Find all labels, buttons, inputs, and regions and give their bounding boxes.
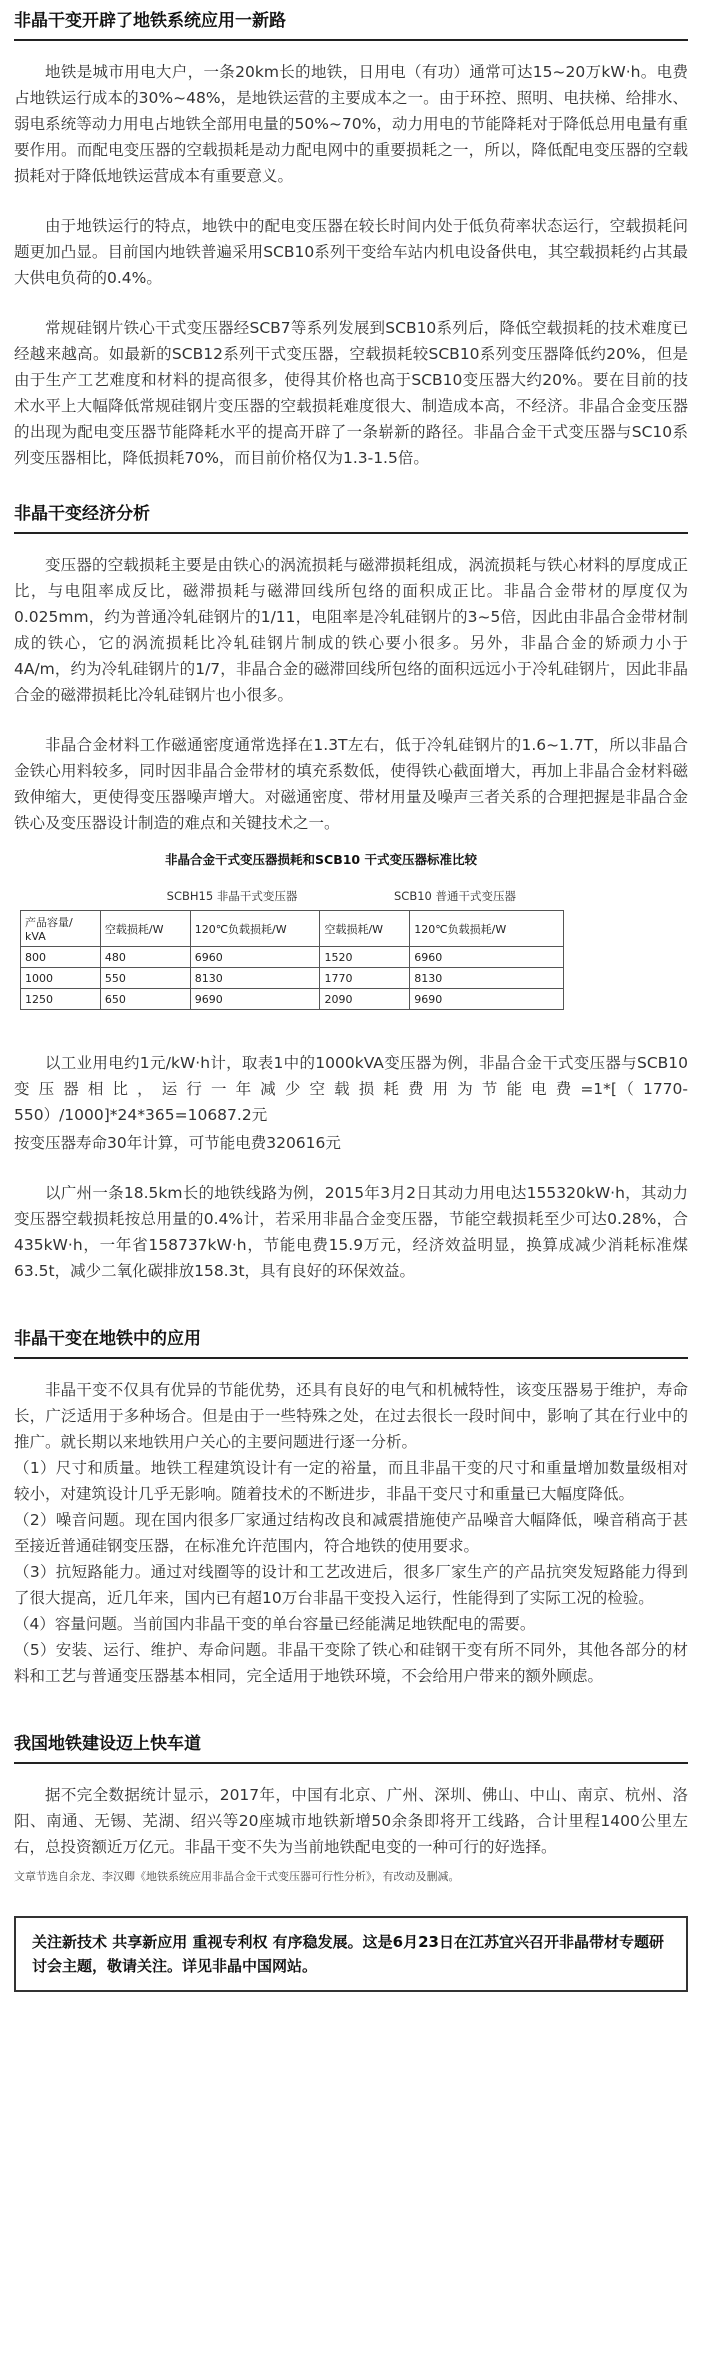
table-cell: 6960 xyxy=(190,947,320,968)
paragraph: 据不完全数据统计显示，2017年，中国有北京、广州、深圳、佛山、中山、南京、杭州、洛阳、南通、无锡、芜湖、绍兴等20座城市地铁新增50余条即将开工线路，合计里程1400公里左右，总投资额近万亿元。非晶干变不失为当前地铁配电变的一种可行的好选择。 xyxy=(14,1786,688,1856)
table-header-cell: 120℃负载损耗/W xyxy=(190,911,320,947)
table-header-cell: 空载损耗/W xyxy=(100,911,190,947)
paragraph: 以广州一条18.5km长的地铁线路为例，2015年3月2日其动力用电达155320kW·h，其动力变压器空载损耗按总用量的0.4%计，若采用非晶合金变压器，节能空载损耗至少可达0.28%，合435kW·h，一年省158737kW·h，节能电费15.9万元，经济效益明显，换算成减少消耗标准煤63.5t，减少二氧化碳排放158.3t，具有良好的环保效益。 xyxy=(14,1184,688,1280)
article xyxy=(0,6,702,1992)
table-header-cell: 空载损耗/W xyxy=(320,911,410,947)
paragraph: 常规硅钢片铁心干式变压器经SCB7等系列发展到SCB10系列后，降低空载损耗的技术难度已经越来越高。如最新的SCB12系列干式变压器，空载损耗较SCB10系列变压器降低约20%，但是由于生产工艺难度和材料的提高很多，使得其价格也高于SCB10变压器大约20%。要在目前的技术水平上大幅降低常规硅钢片变压器的空载损耗难度很大、制造成本高，不经济。非晶合金变压器的出现为配电变压器节能降耗水平的提高开辟了一条崭新的路径。非晶合金干式变压器与SC10系列变压器相比，降低损耗70%，而目前价格仅为1.3-1.5倍。 xyxy=(14,319,688,467)
section-metro-new-path xyxy=(14,6,688,471)
loss-comparison-table-block xyxy=(14,850,688,1010)
table-cell: 6960 xyxy=(410,947,564,968)
table-cell: 9690 xyxy=(410,989,564,1010)
table-cell: 8130 xyxy=(190,968,320,989)
paragraph: 地铁是城市用电大户，一条20km长的地铁，日用电（有功）通常可达15~20万kW·h。电费占地铁运行成本的30%~48%，是地铁运营的主要成本之一。由于环控、照明、电扶梯、给排水、弱电系统等动力用电占地铁全部用电量的50%~70%，动力用电的节能降耗对于降低总用电量有重要作用。而配电变压器的空载损耗是动力配电网中的重要损耗之一，所以，降低配电变压器的空载损耗对于降低地铁运营成本有重要意义。 xyxy=(14,63,688,185)
list-item: （2）噪音问题。现在国内很多厂家通过结构改良和减震措施使产品噪音大幅降低，噪音稍高于甚至接近普通硅钢变压器，在标准允许范围内，符合地铁的使用要求。 xyxy=(14,1511,688,1555)
table-header-row xyxy=(21,911,564,947)
section-title: 非晶干变开辟了地铁系统应用一新路 xyxy=(14,6,688,41)
paragraph: 由于地铁运行的特点，地铁中的配电变压器在较长时间内处于低负荷率状态运行，空载损耗问题更加凸显。目前国内地铁普遍采用SCB10系列干变给车站内机电设备供电，其空载损耗约占其最大供电负荷的0.4%。 xyxy=(14,217,688,287)
source-footnote: 文章节选自余龙、李汉卿《地铁系统应用非晶合金干式变压器可行性分析》，有改动及删减。 xyxy=(14,1870,460,1883)
loss-comparison-table xyxy=(20,910,564,1010)
table-cell: 9690 xyxy=(190,989,320,1010)
event-banner: 关注新技术 共享新应用 重视专利权 有序稳发展。这是6月23日在江苏宜兴召开非晶带材专题研讨会主题，敬请关注。详见非晶中国网站。 xyxy=(14,1916,688,1992)
table-cell: 550 xyxy=(100,968,190,989)
list-item: （5）安装、运行、维护、寿命问题。非晶干变除了铁心和硅钢干变有所不同外，其他各部分的材料和工艺与普通变压器基本相同，完全适用于地铁环境，不会给用户带来的额外顾虑。 xyxy=(14,1641,688,1685)
table-group-headers xyxy=(14,888,688,904)
section-title: 我国地铁建设迈上快车道 xyxy=(14,1729,688,1764)
table-cell: 1250 xyxy=(21,989,101,1010)
paragraph: 以工业用电约1元/kW·h计，取表1中的1000kVA变压器为例，非晶合金干式变压器与SCB10变压器相比，运行一年减少空载损耗费用为节能电费=1*[（1770-550）/1000]*24*365=10687.2元 xyxy=(14,1054,688,1124)
table-row xyxy=(21,968,564,989)
table-cell: 1770 xyxy=(320,968,410,989)
table-caption: 非晶合金干式变压器损耗和SCB10 干式变压器标准比较 xyxy=(165,852,477,867)
table-row xyxy=(21,989,564,1010)
table-cell: 800 xyxy=(21,947,101,968)
list-item: （3）抗短路能力。通过对线圈等的设计和工艺改进后，很多厂家生产的产品抗突发短路能力得到了很大提高，近几年来，国内已有超10万台非晶干变投入运行，性能得到了实际工况的检验。 xyxy=(14,1563,688,1607)
paragraph: 非晶干变不仅具有优异的节能优势，还具有良好的电气和机械特性，该变压器易于维护，寿命长，广泛适用于多种场合。但是由于一些特殊之处，在过去很长一段时间中，影响了其在行业中的推广。就长期以来地铁用户关心的主要问题进行逐一分析。 xyxy=(14,1381,688,1451)
section-economic-analysis xyxy=(14,499,688,1284)
table-header-cell: 产品容量/ kVA xyxy=(21,911,101,947)
list-item: （1）尺寸和质量。地铁工程建筑设计有一定的裕量，而且非晶干变的尺寸和重量增加数量级相对较小，对建筑设计几乎无影响。随着技术的不断进步，非晶干变尺寸和重量已大幅度降低。 xyxy=(14,1459,688,1503)
table-cell: 8130 xyxy=(410,968,564,989)
table-group-amorphous: SCBH15 非晶干式变压器 xyxy=(166,889,298,903)
table-cell: 2090 xyxy=(320,989,410,1010)
paragraph: 非晶合金材料工作磁通密度通常选择在1.3T左右，低于冷轧硅钢片的1.6~1.7T，所以非晶合金铁心用料较多，同时因非晶合金带材的填充系数低，使得铁心截面增大，再加上非晶合金材料磁致伸缩大，更使得变压器噪声增大。对磁通密度、带材用量及噪声三者关系的合理把握是非晶合金铁心及变压器设计制造的难点和关键技术之一。 xyxy=(14,736,688,832)
section-metro-construction xyxy=(14,1729,688,1860)
table-cell: 1000 xyxy=(21,968,101,989)
table-cell: 480 xyxy=(100,947,190,968)
paragraph: 变压器的空载损耗主要是由铁心的涡流损耗与磁滞损耗组成，涡流损耗与铁心材料的厚度成正比，与电阻率成反比，磁滞损耗与磁滞回线所包络的面积成正比。非晶合金带材的厚度仅为0.025mm，约为普通冷轧硅钢片的1/11，电阻率是冷轧硅钢片的3~5倍，因此由非晶合金带材制成的铁心，它的涡流损耗比冷轧硅钢片制成的铁心要小很多。另外，非晶合金的矫顽力小于4A/m，约为冷轧硅钢片的1/7，非晶合金的磁滞回线所包络的面积远远小于冷轧硅钢片，因此非晶合金的磁滞损耗比冷轧硅钢片也小很多。 xyxy=(14,556,688,704)
table-header-cell: 120℃负载损耗/W xyxy=(410,911,564,947)
section-metro-application xyxy=(14,1324,688,1689)
paragraph: 按变压器寿命30年计算，可节能电费320616元 xyxy=(14,1134,341,1152)
section-title: 非晶干变在地铁中的应用 xyxy=(14,1324,688,1359)
section-title: 非晶干变经济分析 xyxy=(14,499,688,534)
table-row xyxy=(21,947,564,968)
table-cell: 1520 xyxy=(320,947,410,968)
table-cell: 650 xyxy=(100,989,190,1010)
table-group-scb10: SCB10 普通干式变压器 xyxy=(393,889,516,903)
list-item: （4）容量问题。当前国内非晶干变的单台容量已经能满足地铁配电的需要。 xyxy=(14,1615,536,1633)
